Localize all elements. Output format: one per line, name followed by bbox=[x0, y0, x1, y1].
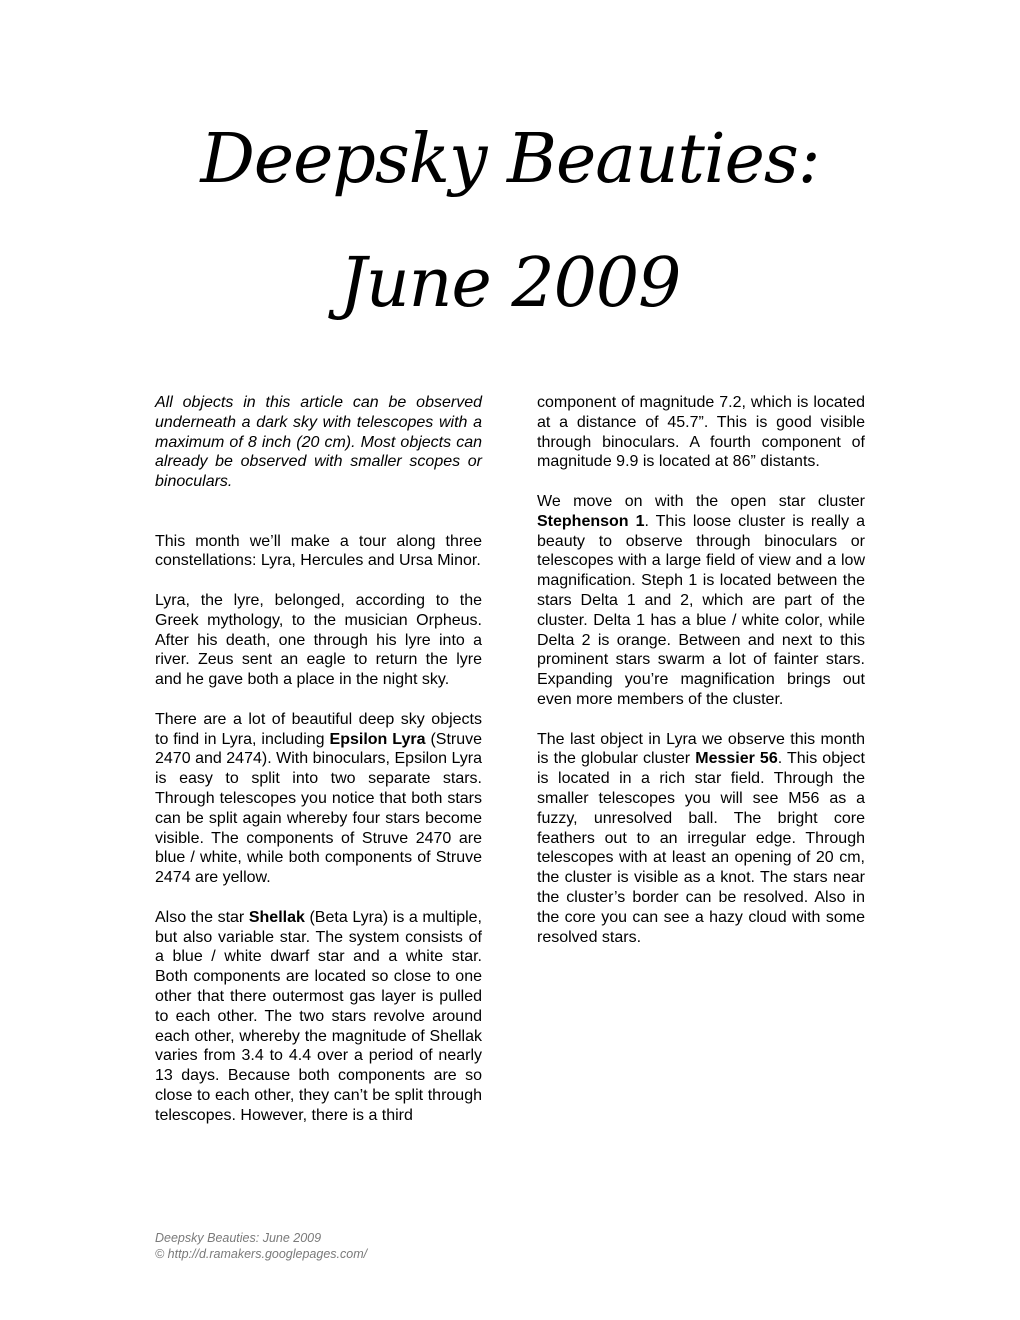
text-span: (Beta Lyra) is a multiple, but also variable star. The system consists of a blue / white dwarf star and a white star. Both components are located so close to one other that there outermost gas layer is pulled to each other. The two stars revolve around each other, whereby the magnitude of Shellak varies from 3.4 to 4.4 over a period of nearly 13 days. Because both components are so close to each other, they can’t be split through telescopes. However, there is a third bbox=[155, 908, 483, 1124]
paragraph-shellak-continued: component of magnitude 7.2, which is located at a distance of 45.7”. This is good visible through binoculars. A fourth component of magnitude 9.9 is located at 86” distants. bbox=[537, 394, 865, 471]
paragraph-messier-56 bbox=[537, 730, 865, 948]
text-span: (Struve 2470 and 2474). With binoculars, Epsilon Lyra is easy to split into two separate stars. Through telescopes you notice that both stars can be split again whereby four stars become visible. The components of Struve 2470 are blue / white, while both components of Struve 2474 are yellow. bbox=[155, 730, 483, 887]
object-name-stephenson-1: Stephenson 1 bbox=[537, 512, 645, 530]
text-span: . This loose cluster is really a beauty to observe through binoculars or telescopes with a large field of view and a low magnification. Steph 1 is located between the stars Delta 1 and 2, which are part of the cluster. Delta 1 has a blue / white color, while Delta 2 is orange. Between and next to this prominent stars swarm a lot of fainter stars. Expanding you’re magnification brings out even more members of the cluster. bbox=[537, 512, 866, 708]
left-column bbox=[155, 393, 482, 1145]
intro-paragraph: All objects in this article can be observed underneath a dark sky with telescopes with a maximum of 8 inch (20 cm). Most objects can already be observed with smaller scopes or binoculars. bbox=[155, 394, 482, 491]
object-name-shellak: Shellak bbox=[248, 908, 305, 926]
paragraph-stephenson-1 bbox=[537, 492, 865, 710]
footer-url: © http://d.ramakers.googlepages.com/ bbox=[155, 1247, 368, 1261]
object-name-epsilon-lyra: Epsilon Lyra bbox=[329, 730, 426, 748]
object-name-messier-56: Messier 56 bbox=[695, 750, 778, 768]
paragraph-lyra-myth: Lyra, the lyre, belonged, according to the Greek mythology, to the musician Orpheus. After his death, one through his lyre into a river. Zeus sent an eagle to return the lyre and he gave both a place in the night sky. bbox=[155, 591, 482, 689]
paragraph-epsilon-lyra bbox=[155, 710, 482, 888]
title-line-2: June 2009 bbox=[339, 244, 681, 323]
text-span: . This object is located in a rich star field. Through the smaller telescopes you will see M56 as a fuzzy, unresolved ball. The bright core feathers out to an irregular edge. Through telescopes with at least an opening of 20 cm, the cluster is visible as a knot. The stars near the cluster’s border can be resolved. Also in the core you can see a hazy cloud with some resolved stars. bbox=[537, 750, 866, 946]
text-span: We move on with the open star cluster bbox=[537, 492, 865, 510]
text-span: The last object in Lyra we observe this month is the globular cluster bbox=[537, 730, 865, 768]
footer-title: Deepsky Beauties: June 2009 bbox=[155, 1231, 322, 1245]
page-footer bbox=[155, 1230, 367, 1262]
paragraph-shellak bbox=[155, 908, 482, 1126]
paragraph-tour: This month we’ll make a tour along three constellations: Lyra, Hercules and Ursa Minor. bbox=[155, 532, 482, 570]
title-line-1: Deepsky Beauties: bbox=[200, 120, 820, 199]
text-span: Also the star bbox=[155, 908, 249, 926]
right-column bbox=[537, 393, 865, 967]
text-span: There are a lot of beautiful deep sky objects to find in Lyra, including bbox=[155, 710, 482, 748]
